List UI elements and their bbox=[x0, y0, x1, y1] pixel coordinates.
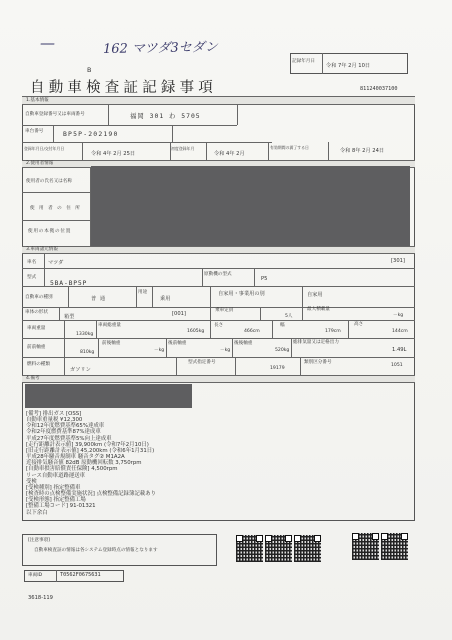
chassis-number: BP5P-202190 bbox=[63, 130, 119, 138]
fuel-label: 燃料の種類 bbox=[27, 362, 50, 367]
max-load-value: －kg bbox=[393, 313, 404, 318]
handwritten-note: 162 マツダ3セダン bbox=[102, 39, 218, 58]
front-rear-axle-value: －kg bbox=[154, 348, 165, 353]
class-number-value: 1051 bbox=[391, 363, 403, 368]
width-label: 幅 bbox=[280, 323, 285, 328]
capacity-value: 5人 bbox=[285, 314, 293, 319]
gross-weight-label: 車両総重量 bbox=[98, 323, 121, 328]
qr-code-2 bbox=[265, 535, 292, 562]
section-vehicle-spec-label: 3.車両諸元情報 bbox=[26, 247, 58, 252]
spec-number-label: 型式指定番号 bbox=[188, 360, 216, 365]
rear-front-axle-label: 後前軸重 bbox=[168, 341, 187, 346]
first-reg-date: 令和 4年 2月 25日 bbox=[91, 151, 136, 157]
vehicle-id-value: T0562F0675631 bbox=[60, 572, 101, 578]
engine-label: 原動機の型式 bbox=[204, 272, 232, 277]
expiry-date: 令和 8年 2月 24日 bbox=[340, 148, 385, 154]
rear-front-axle-value: －kg bbox=[220, 348, 231, 353]
spec-number-value: 19179 bbox=[270, 366, 285, 371]
use-value: 乗用 bbox=[160, 296, 171, 302]
record-date-value: 令和 7年 2月 10日 bbox=[326, 63, 371, 69]
kind-value: 普 通 bbox=[91, 296, 107, 302]
section-vehicle-spec-header bbox=[22, 246, 415, 254]
kind-label: 自動車の種別 bbox=[25, 295, 53, 300]
capacity-label: 乗車定員 bbox=[215, 308, 234, 313]
qr-code-3 bbox=[294, 535, 321, 562]
front-front-axle-label: 前前軸重 bbox=[27, 345, 46, 350]
weight-value: 1330kg bbox=[76, 332, 94, 337]
document-title: 自動車検査証記録事項 bbox=[30, 80, 217, 96]
header-letter-b: B bbox=[87, 66, 92, 74]
rear-rear-axle-label: 後後軸重 bbox=[234, 341, 253, 346]
max-load-label: 最大積載量 bbox=[307, 307, 330, 312]
chassis-label: 車台番号 bbox=[25, 129, 44, 134]
length-label: 長さ bbox=[214, 323, 224, 328]
engine-value: P5 bbox=[261, 276, 268, 282]
fuel-value: ガソリン bbox=[70, 367, 91, 373]
height-value: 144cm bbox=[392, 329, 408, 334]
redacted-user-info bbox=[91, 166, 410, 246]
user-address-label: 使 用 者 の 住 所 bbox=[30, 206, 82, 211]
section-basic-info-label: 1.基本情報 bbox=[26, 97, 49, 103]
plate-label: 自動車登録番号又は車両番号 bbox=[25, 112, 85, 117]
front-front-axle-value: 810kg bbox=[80, 350, 95, 355]
serial-number: 811240037100 bbox=[360, 86, 398, 92]
private-business-value: 自家用 bbox=[307, 292, 323, 298]
record-date-label: 記録年月日 bbox=[292, 59, 315, 64]
gross-weight-value: 1605kg bbox=[187, 329, 205, 334]
width-value: 179cm bbox=[325, 329, 341, 334]
body-label: 車体の形状 bbox=[25, 310, 48, 315]
displacement-value: 1.49L bbox=[392, 347, 407, 353]
use-label: 用途 bbox=[138, 290, 148, 295]
first-reg-label: 登録年月日/交付年月日 bbox=[24, 146, 65, 151]
height-label: 高さ bbox=[354, 322, 364, 327]
make-value: マツダ bbox=[48, 260, 64, 266]
type-label: 型式 bbox=[27, 275, 37, 280]
notice-label: [注意事項] bbox=[28, 538, 50, 543]
handwritten-dash: — bbox=[40, 34, 55, 52]
qr-code-4 bbox=[352, 533, 379, 560]
base-location-label: 使用の本拠の位置 bbox=[28, 229, 72, 234]
type-value: 5BA-BP5P bbox=[50, 279, 88, 287]
qr-code-5 bbox=[381, 533, 408, 560]
qr-code-1 bbox=[236, 535, 263, 562]
first-year-value: 令和 4年 2月 bbox=[214, 151, 245, 157]
class-number-label: 類別区分番号 bbox=[304, 360, 332, 365]
rear-rear-axle-value: 520kg bbox=[275, 348, 290, 353]
section-user-info-label: 2.使用者情報 bbox=[26, 161, 54, 166]
body-code: [001] bbox=[172, 311, 186, 317]
footer-code: 3618-119 bbox=[28, 595, 53, 601]
section-notes-label: 4.備考 bbox=[26, 376, 40, 381]
length-value: 466cm bbox=[244, 329, 260, 334]
notes-text: [備考] 排出ガス [OSS] 自動車重量税 ¥12,300 令和12年度燃費基準65%達成車 令和2年度燃費基準87%達成車 平成27年度燃費基準5%向上達成車 [走行距離計表示値] 39,900km (令和7年2月10日) [旧走行距離計表示値] 45,200km (令和6年1月31日) 平成28年騒音規制車 騒音タグ② M1A2A 近接排気騒音値 82dB 原動機回転数 3,750rpm [自動車損害賠償責任保険] 4,500rpm リース自動車道路運送車 受検 [受検種別] 指定整備車 [検査時の点検整備実施状況] 点検整備記録簿記載あり [受検形態] 指定整備工場 [整備工場コード] 91-01321 以下余白 bbox=[26, 411, 156, 516]
vehicle-id-label: 車両ID bbox=[28, 573, 43, 578]
expiry-label: 有効期間の満了する日 bbox=[270, 145, 309, 150]
first-year-label: 初度登録年月 bbox=[171, 146, 195, 151]
user-name-label: 使用者の氏名又は名称 bbox=[26, 179, 72, 184]
plate-number: 福岡 301 わ 5705 bbox=[130, 112, 201, 120]
section-notes-header bbox=[22, 375, 415, 383]
weight-label: 車両重量 bbox=[27, 326, 46, 331]
private-business-label: 自家用・事業用の別 bbox=[218, 291, 265, 297]
make-code: [301] bbox=[391, 258, 405, 264]
section-basic-info-header bbox=[22, 96, 415, 105]
redacted-notes-block bbox=[25, 384, 192, 408]
front-rear-axle-label: 前後軸重 bbox=[102, 341, 121, 346]
body-value: 箱型 bbox=[64, 314, 75, 320]
displacement-label: 総排気量又は定格出力 bbox=[293, 340, 339, 345]
make-label: 車名 bbox=[27, 260, 37, 265]
notice-text: 自動車検査証の情報は各システム登録時点の情報となります bbox=[34, 548, 158, 553]
